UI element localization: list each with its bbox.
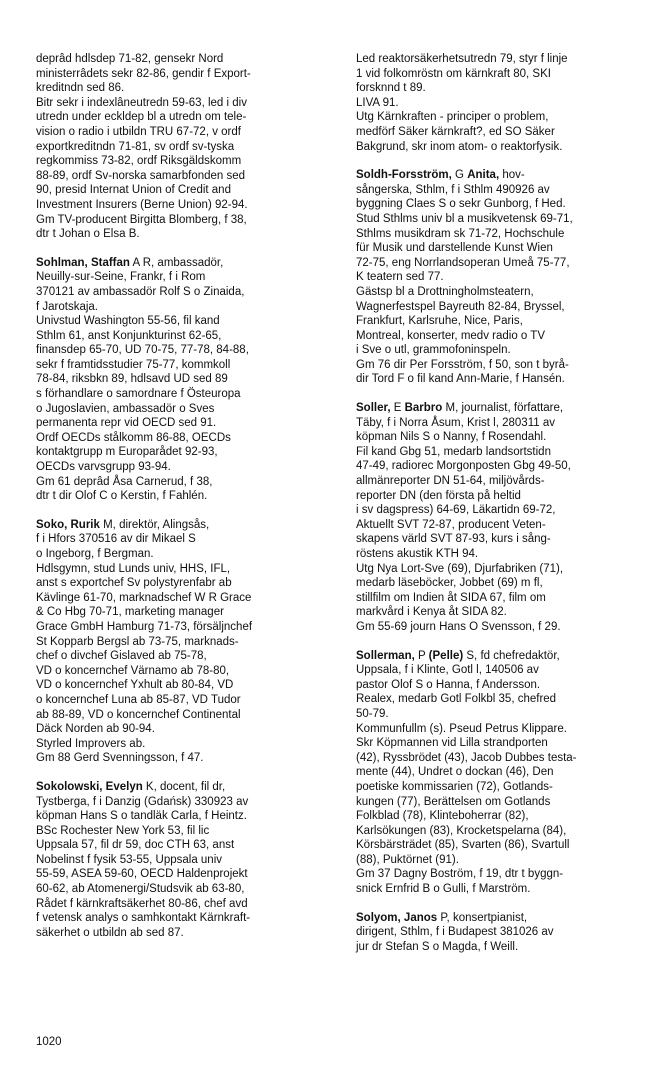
entry-line: s förhandlare o samordnare f Östeuropa [36,388,241,401]
entry-line: 55-59, ASEA 59-60, OECD Haldenprojekt [36,868,248,881]
entry-line: 50-79. [356,707,389,720]
entry-line: markvård i Kenya åt SIDA 82. [356,606,507,619]
entry-line: Tystberga, f i Danzig (Gdańsk) 330923 av [36,795,249,808]
entry-soko-rurik [36,518,336,766]
entry-line: Frankfurt, Karlsruhe, Nice, Paris, [356,315,523,328]
entry-line: Montreal, konserter, medv radio o TV [356,329,545,342]
entry-line: exportkreditndn 71-81, sv ordf sv-tyska [36,140,235,153]
entry-line: chef o divchef Gislaved ab 75-78, [36,650,207,663]
entry-line: jur dr Stefan S o Magda, f Weill. [356,940,519,953]
entry-sollerman-pelle [356,649,641,897]
entry-name: Soko, Rurik [36,518,100,531]
entry-line: Rådet f kärnkraftsäkerhet 80-86, chef avd [36,897,248,910]
entry-line: Utg Nya Lort-Sve (69), Djurfabriken (71), [356,562,564,575]
entry-line: Kävlinge 61-70, marknadschef W R Grace [36,591,252,604]
entry-line: K teatern sed 77. [356,271,444,284]
entry-line: anst s exportchef Sv polystyrenfabr ab [36,577,232,590]
entry-line: f Jarotskaja. [36,300,98,313]
entry-line: Aktuellt SVT 72-87, producent Veten- [356,518,546,531]
entry-line: dtr t dir Olof C o Kerstin, f Fahlén. [36,490,208,503]
entry-line-text: P, konsertpianist, [437,911,528,924]
entry-line: ab 88-89, VD o koncernchef Continental [36,708,241,721]
entry-line: Gästsp bl a Drottningholmsteatern, [356,285,534,298]
entry-line: 60-62, ab Atomenergi/Studsvik ab 63-80, [36,883,245,896]
entry-line: köpman Nils S o Nanny, f Rosendahl. [356,431,547,444]
page-number: 1020 [36,1036,62,1048]
entry-line: o koncernchef Luna ab 85-87, VD Tudor [36,693,241,706]
entry-line: sångerska, Sthlm, f i Sthlm 490926 av [356,183,550,196]
left-column [36,52,336,954]
entry-line: Sthlm 61, anst Konjunkturinst 62-65, [36,329,222,342]
entry-line: kontaktgrupp m Europarådet 92-93, [36,446,218,459]
entry-line: skapens värld SVT 87-93, kurs i sång- [356,533,551,546]
entry-line: Hdlsgymn, stud Lunds univ, HHS, IFL, [36,562,231,575]
entry-line: 88-89, ordf Sv-norska samarbfonden sed [36,169,246,182]
entry-sohlman-staffan [36,256,336,504]
entry-name: Sokolowski, Evelyn [36,780,143,793]
entry-line: Karlsökungen (83), Krocketspelarna (84), [356,824,567,837]
entry-line: 90, presid Internat Union of Credit and [36,184,231,197]
entry-line: Körsbärsträdet (85), Svarten (86), Svartull [356,839,570,852]
entry-line [356,401,641,416]
entry-name-initial: P [414,649,429,662]
entry-line-text: M, direktör, Alingsås, [99,518,210,531]
entry-line: kungen (77), Berättelsen om Gotlands [356,795,551,808]
entry-line: Wagnerfestspel Bayreuth 82-84, Bryssel, [356,300,565,313]
entry-line: LIVA 91. [356,96,399,109]
entry-name: Solyom, Janos [356,911,438,924]
entry-line: Univstud Washington 55-56, fil kand [36,315,220,328]
entry-name: Soller, [356,402,391,415]
entry-line: Gm 37 Dagny Boström, f 19, dtr t byggn- [356,868,564,881]
entry-solyom-janos [356,911,641,955]
entry-line: dirigent, Sthlm, f i Budapest 381026 av [356,926,554,939]
entry-line: medförf Säker kärnkraft?, ed SO Säker [356,125,555,138]
entry-line: 72-75, eng Norrlandsoperan Umeå 75-77, [356,256,570,269]
entry-line [356,649,641,664]
entry-line: für Musik und darstellende Kunst Wien [356,242,553,255]
entry-line: Stud Sthlms univ bl a musikvetensk 69-71, [356,212,573,225]
entry-line: St Kopparb Bergsl ab 73-75, marknads- [36,635,239,648]
entry-line: Skr Köpmannen vid Lilla strandporten [356,737,548,750]
entry-line: 47-49, radiorec Morgonposten Gbg 49-50, [356,460,571,473]
entry-soldh-forsstrom [356,168,641,387]
entry-line: & Co Hbg 70-71, marketing manager [36,606,224,619]
entry-line: 78-84, riksbkn 89, hdlsavd UD sed 89 [36,373,228,386]
entry-line: o Ingeborg, f Bergman. [36,548,154,560]
entry-name: Soldh-Forsström, [356,169,452,182]
entry-name-initial: G [451,169,468,182]
entry-sokolowski-cont [356,52,641,154]
entry-given-name: Anita, [467,169,500,182]
entry-line: köpman Hans S o tandläk Carla, f Heintz. [36,810,247,823]
entry-soller-barbro [356,401,641,635]
entry-line: forsknnd t 89. [356,82,426,95]
entry-line: Investment Insurers (Berne Union) 92-94. [36,198,248,211]
entry-line: Nobelinst f fysik 53-55, Uppsala univ [36,853,223,866]
entry-line: Gm TV-producent Birgitta Blomberg, f 38, [36,213,247,226]
entry-name-initial: E [390,402,405,415]
entry-line: byggning Claes S o sekr Gunborg, f Hed. [356,198,566,211]
entry-line [36,780,336,795]
entry-line: dir Tord F o fil kand Ann-Marie, f Hansén. [356,373,565,386]
entry-line-text: M, journalist, författare, [442,402,564,415]
entry-line-text: S, fd chefredaktör, [463,649,560,662]
entry-line: mente (44), Undret o dockan (46), Den [356,766,554,779]
entry-line: Uppsala, f i Klinte, Gotl l, 140506 av [356,664,539,677]
entry-sohlman-cont [36,52,336,242]
entry-line: deprâd hdlsdep 71-82, gensekr Nord [36,53,224,65]
entry-line: Bakgrund, skr inom atom- o reaktorfysik. [356,140,563,153]
entry-line: finansdep 65-70, UD 70-75, 77-78, 84-88, [36,344,249,357]
entry-line: poetiske kommissarien (72), Gotlands- [356,780,553,793]
entry-line: medarb läseböcker, Jobbet (69) m fl, [356,577,543,590]
entry-line: regkommiss 73-82, ordf Riksgäldskomm [36,155,242,168]
entry-line: Fil kand Gbg 51, medarb landsortstidn [356,445,551,458]
entry-line-text: K, docent, fil dr, [142,780,226,793]
entry-line-text: hov- [499,169,525,182]
entry-sokolowski-evelyn [36,780,336,941]
entry-line: VD o koncernchef Yxhult ab 80-84, VD [36,679,234,692]
entry-line [356,911,641,926]
entry-line: Utg Kärnkraften - principer o problem, [356,111,549,124]
entry-line: röstens akustik KTH 94. [356,548,479,560]
entry-line [36,518,336,533]
entry-line [356,168,641,183]
entry-line: snick Ernfrid B o Gulli, f Marström. [356,883,531,896]
entry-line: (42), Ryssbrödet (43), Jacob Dubbes testa- [356,751,577,764]
entry-line: Uppsala 57, fil dr 59, doc CTH 63, anst [36,839,235,852]
entry-line: 1 vid folkomröstn om kärnkraft 80, SKI [356,67,551,80]
entry-line: (88), Puktörnet (91). [356,853,459,866]
entry-line: Gm 76 dir Per Forsström, f 50, son t byrå- [356,358,569,371]
entry-line-text: A R, ambassadör, [129,256,224,269]
entry-line: Gm 61 deprâd Åsa Carnerud, f 38, [36,475,213,488]
entry-line: Ordf OECDs stålkomm 86-88, OECDs [36,431,231,444]
entry-line: i Sve o utl, grammofoninspeln. [356,344,511,357]
entry-given-name: (Pelle) [428,649,464,662]
entry-line: f vetensk analys o samhkontakt Kärnkraft- [36,912,251,925]
entry-line: Grace GmbH Hamburg 71-73, försäljnchef [36,620,253,633]
entry-line: kreditndn sed 86. [36,82,125,95]
entry-line: Gm 88 Gerd Svenningsson, f 47. [36,752,204,765]
entry-line: permanenta repr vid OECD sed 91. [36,417,217,430]
entry-name: Sollerman, [356,649,415,662]
entry-line: dtr t Johan o Elsa B. [36,228,140,241]
entry-line: stillfilm om Indien åt SIDA 67, film om [356,591,546,604]
entry-line: Realex, medarb Gotl Folkbl 35, chefred [356,693,557,706]
entry-line: ministerrâdets sekr 82-86, gendir f Export- [36,67,251,80]
entry-line: vision o radio i utbildn TRU 67-72, v ordf [36,125,241,138]
entry-line: säkerhet o utbildn ab sed 87. [36,926,184,939]
entry-name: Sohlman, Staffan [36,256,130,269]
entry-line: allmänreporter DN 51-64, miljövårds- [356,475,545,488]
entry-line: Gm 55-69 journ Hans O Svensson, f 29. [356,620,561,633]
entry-line: 370121 av ambassadör Rolf S o Zinaida, [36,285,245,298]
entry-given-name: Barbro [404,402,443,415]
entry-line: Styrled Improvers ab. [36,737,146,750]
entry-line [36,256,336,271]
entry-line: utredn under eckldep bl a utredn om tele- [36,111,247,124]
entry-line: Neuilly-sur-Seine, Frankr, f i Rom [36,271,206,284]
entry-line: sekr f framtidsstudier 75-77, kommkoll [36,358,231,371]
entry-line: Sthlms musikdram sk 71-72, Hochschule [356,227,565,240]
entry-line: VD o koncernchef Värnamo ab 78-80, [36,664,230,677]
entry-line: pastor Olof S o Hanna, f Andersson. [356,678,541,691]
entry-line: Kommunfullm (s). Pseud Petrus Klippare. [356,722,567,735]
entry-line: OECDs varvsgrupp 93-94. [36,461,171,474]
entry-line: Folkblad (78), Klinteboherrar (82), [356,810,529,823]
entry-line: Däck Norden ab 90-94. [36,723,155,736]
entry-line: o Jugoslavien, ambassadör o Sves [36,402,215,415]
entry-line: Bitr sekr i indexlâneutredn 59-63, led i div [36,96,247,109]
entry-line: BSc Rochester New York 53, fil lic [36,824,210,837]
entry-line: f i Hfors 370516 av dir Mikael S [36,533,196,546]
entry-line: reporter DN (den första på heltid [356,489,521,502]
right-column [356,52,641,968]
entry-line: Täby, f i Norra Åsum, Krist l, 280311 av [356,416,555,429]
entry-line: Led reaktorsäkerhetsutredn 79, styr f linje [356,53,568,65]
entry-line: i sv dagspress) 64-69, Läkartidn 69-72, [356,504,556,517]
